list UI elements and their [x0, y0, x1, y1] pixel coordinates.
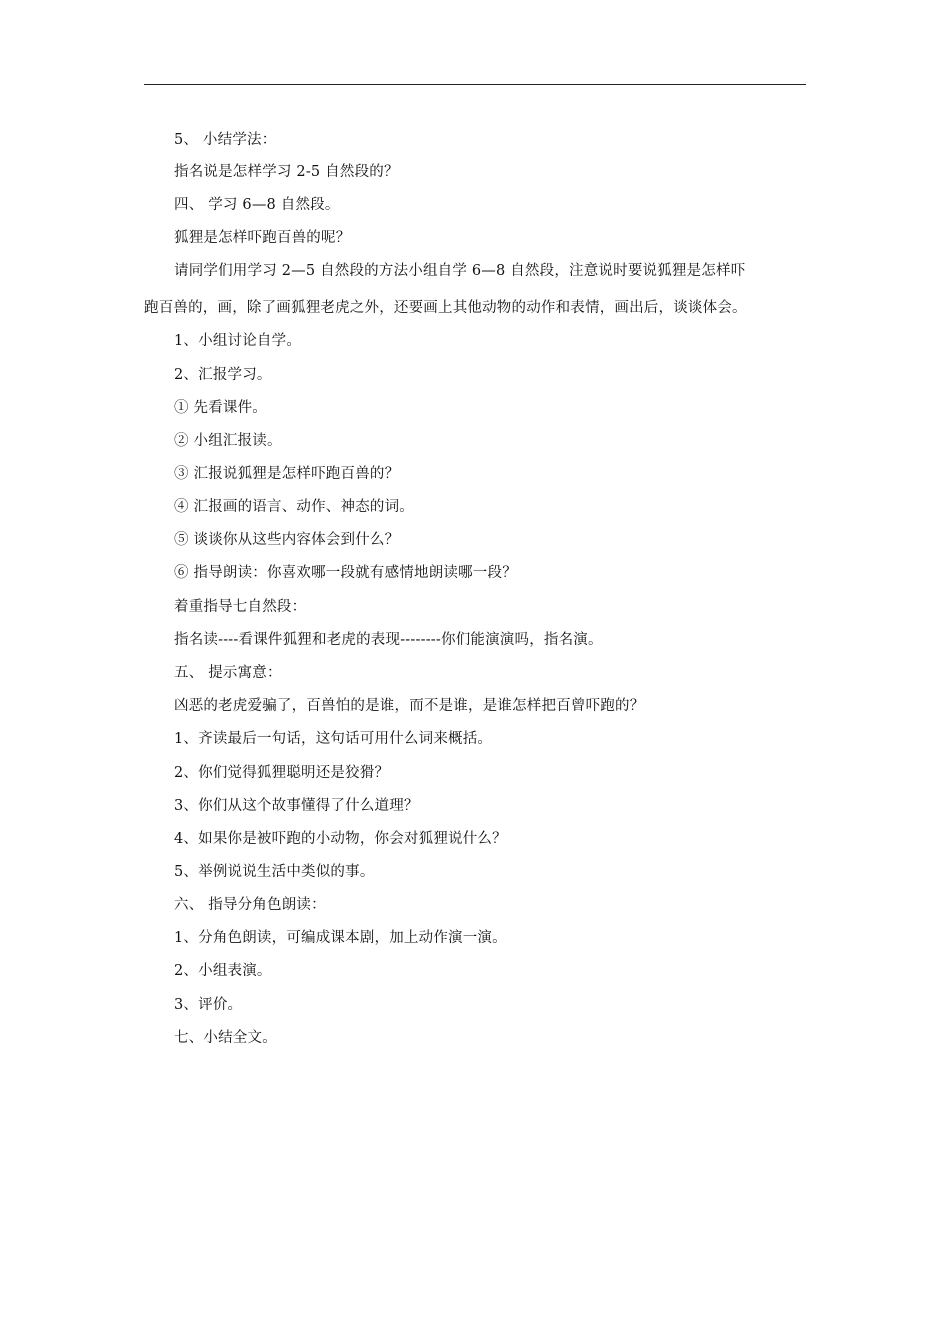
list-item: ⑥ 指导朗读：你喜欢哪一段就有感情地朗读哪一段？ — [174, 565, 517, 581]
list-item: 2、你们觉得狐狸聪明还是狡猾？ — [174, 765, 390, 781]
paragraph-continuation: 跑百兽的，画，除了画狐狸老虎之外，还要画上其他动物的动作和表情，画出后，谈谈体会。 — [144, 300, 747, 316]
list-item: ② 小组汇报读。 — [174, 433, 282, 449]
list-item: 1、小组讨论自学。 — [174, 333, 302, 349]
list-item: 5、举例说说生活中类似的事。 — [174, 864, 375, 880]
section-4-heading: 四、 学习 6—8 自然段。 — [174, 197, 340, 213]
list-item: 1、分角色朗读，可编成课本剧，加上动作演一演。 — [174, 930, 507, 946]
list-item: ③ 汇报说狐狸是怎样吓跑百兽的？ — [174, 466, 400, 482]
paragraph: 着重指导七自然段： — [174, 599, 307, 615]
list-item: 3、你们从这个故事懂得了什么道理？ — [174, 798, 419, 814]
list-item: ⑤ 谈谈你从这些内容体会到什么？ — [174, 532, 400, 548]
list-item: 2、小组表演。 — [174, 963, 272, 979]
list-item: ① 先看课件。 — [174, 400, 268, 416]
section-6-heading: 六、 指导分角色朗读： — [174, 897, 326, 913]
section-7-heading: 七、小结全文。 — [174, 1030, 277, 1046]
paragraph: 凶恶的老虎爱骗了，百兽怕的是谁，而不是谁，是谁怎样把百曾吓跑的？ — [174, 698, 645, 714]
paragraph: 指名说是怎样学习 2-5 自然段的？ — [174, 164, 399, 180]
paragraph: 指名读----看课件狐狸和老虎的表现--------你们能演演吗，指名演。 — [174, 632, 603, 648]
section-5b-heading: 五、 提示寓意： — [174, 665, 282, 681]
paragraph: 狐狸是怎样吓跑百兽的呢？ — [174, 230, 351, 246]
list-item: 1、齐读最后一句话，这句话可用什么词来概括。 — [174, 731, 493, 747]
section-5-heading: 5、 小结学法： — [174, 132, 277, 148]
list-item: ④ 汇报画的语言、动作、神态的词。 — [174, 499, 415, 515]
header-rule — [144, 84, 806, 85]
list-item: 4、如果你是被吓跑的小动物，你会对狐狸说什么？ — [174, 831, 507, 847]
list-item: 2、汇报学习。 — [174, 367, 272, 383]
list-item: 3、评价。 — [174, 997, 243, 1013]
paragraph: 请同学们用学习 2—5 自然段的方法小组自学 6—8 自然段，注意说时要说狐狸是怎样吓 — [174, 263, 746, 279]
